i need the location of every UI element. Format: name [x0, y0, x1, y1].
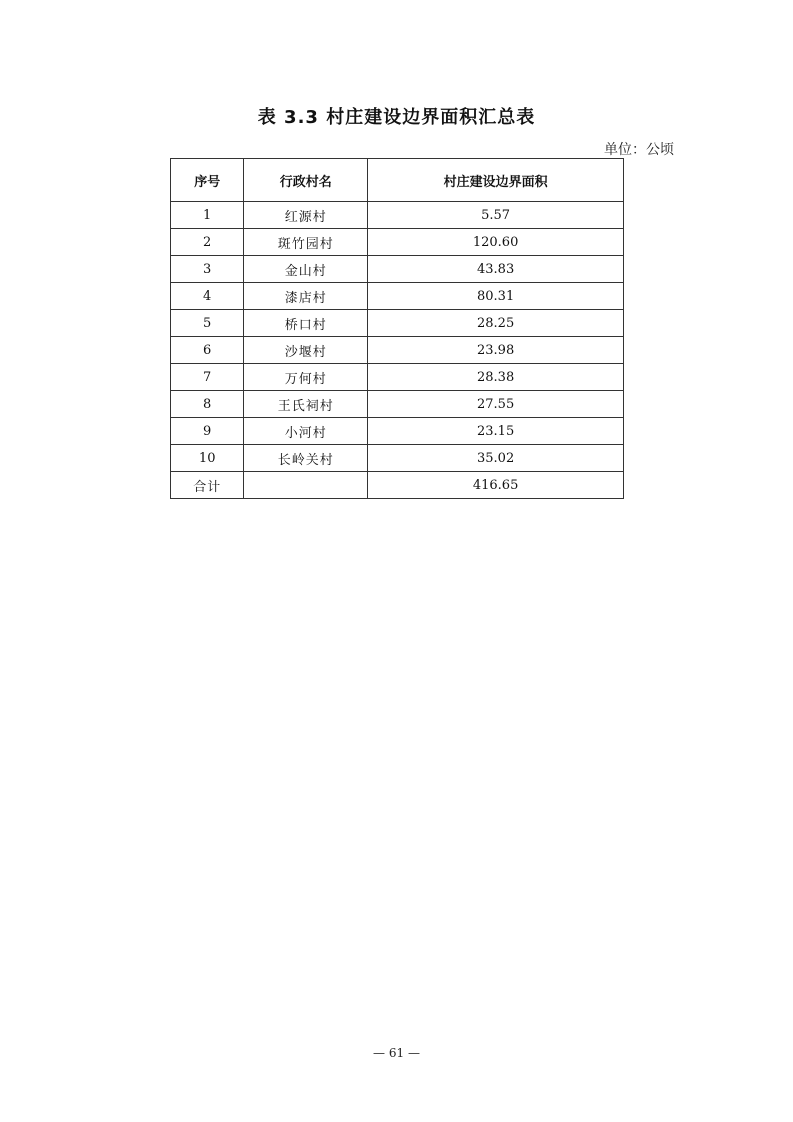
cell-seq: 4	[171, 283, 244, 310]
cell-area: 80.31	[368, 283, 624, 310]
cell-seq: 7	[171, 364, 244, 391]
summary-table	[170, 158, 624, 499]
table-row	[171, 229, 624, 256]
table-row	[171, 364, 624, 391]
header-seq: 序号	[171, 159, 244, 202]
header-boundary-area: 村庄建设边界面积	[368, 159, 624, 202]
total-village-name	[244, 472, 368, 499]
cell-seq: 9	[171, 418, 244, 445]
table-body	[171, 202, 624, 499]
cell-area: 23.15	[368, 418, 624, 445]
page-number: — 61 —	[373, 1046, 420, 1060]
cell-seq: 5	[171, 310, 244, 337]
table-row	[171, 202, 624, 229]
table-row	[171, 310, 624, 337]
cell-area: 120.60	[368, 229, 624, 256]
table-row	[171, 337, 624, 364]
unit-label: 单位：公顷	[604, 142, 674, 158]
cell-area: 23.98	[368, 337, 624, 364]
cell-village-name: 沙堰村	[244, 337, 368, 364]
cell-area: 27.55	[368, 391, 624, 418]
cell-seq: 2	[171, 229, 244, 256]
cell-seq: 1	[171, 202, 244, 229]
cell-village-name: 万何村	[244, 364, 368, 391]
table-row	[171, 445, 624, 472]
total-row	[171, 472, 624, 499]
cell-village-name: 王氏祠村	[244, 391, 368, 418]
cell-village-name: 漆店村	[244, 283, 368, 310]
cell-area: 35.02	[368, 445, 624, 472]
cell-seq: 3	[171, 256, 244, 283]
table-row	[171, 256, 624, 283]
cell-area: 43.83	[368, 256, 624, 283]
cell-village-name: 桥口村	[244, 310, 368, 337]
table-header-row	[171, 159, 624, 202]
cell-seq: 6	[171, 337, 244, 364]
cell-area: 28.38	[368, 364, 624, 391]
cell-seq: 8	[171, 391, 244, 418]
cell-village-name: 长岭关村	[244, 445, 368, 472]
total-label: 合计	[171, 472, 244, 499]
cell-village-name: 小河村	[244, 418, 368, 445]
cell-village-name: 红源村	[244, 202, 368, 229]
cell-area: 28.25	[368, 310, 624, 337]
table-row	[171, 391, 624, 418]
cell-village-name: 金山村	[244, 256, 368, 283]
table-row	[171, 283, 624, 310]
header-village-name: 行政村名	[244, 159, 368, 202]
cell-area: 5.57	[368, 202, 624, 229]
table-row	[171, 418, 624, 445]
page-title: 表 3.3 村庄建设边界面积汇总表	[257, 107, 536, 128]
total-area: 416.65	[368, 472, 624, 499]
cell-village-name: 斑竹园村	[244, 229, 368, 256]
cell-seq: 10	[171, 445, 244, 472]
